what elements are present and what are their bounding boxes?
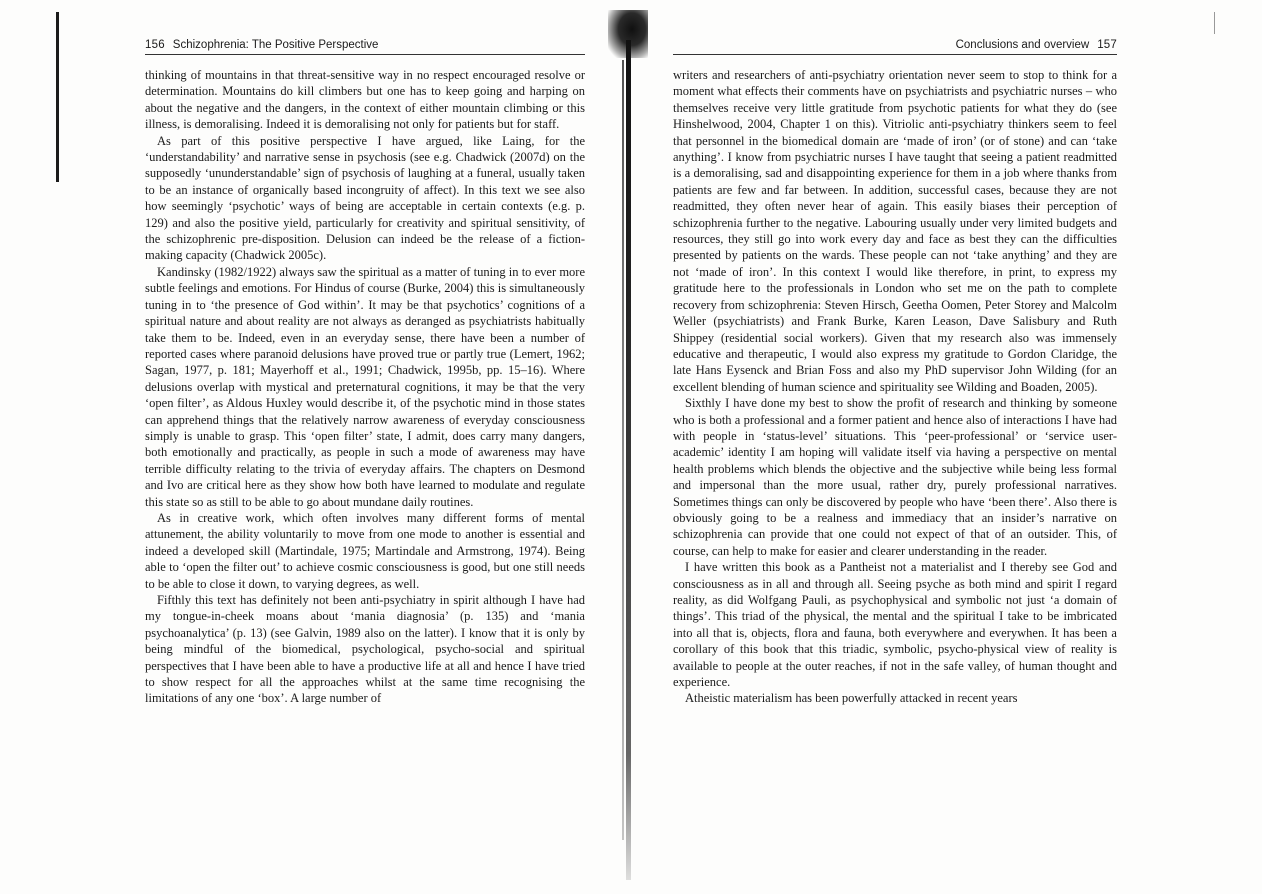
page-body <box>145 67 585 707</box>
paragraph: I have written this book as a Pantheist not a materialist and I thereby see God and consciousness as in all and through all. Seeing psyche as both mind and spirit I regard reality, as did Wolfgang Pauli, as psychophysical and symbolic not just ‘a domain of things’. This triad of the physical, the mental and the spiritual I take to be imbricated into all that is, objects, flora and fauna, both everywhere and everywhen. It has been a corollary of this book that this triadic, symbolic, psycho-physical view of reality is available to people at the outer reaches, if not in the safe valley, of human thought and experience. <box>673 560 1117 690</box>
paragraph: writers and researchers of anti-psychiatry orientation never seem to stop to think for a moment what effects their comments have on psychiatrists and psychiatric nurses – who themselves receive very little gratitude from psychotic patients for what they do (see Hinshelwood, 2004, Chapter 1 on this). Vitriolic anti-psychiatry thinkers seem to feel that personnel in the biomedical domain are ‘made of iron’ (or of stone) and can ‘take anything’. I know from psychiatric nurses I have taught that seeing a patient readmitted is a demoralising, sad and disappointing experience for them in a job where thanks from patients are few and far between. In addition, successful cases, because they are not readmitted, they often never hear of again. This easily biases their perception of schizophrenia further to the negative. Labouring usually under very limited budgets and resources, they still go into work every day and face as best they can the difficulties presented by patients on the wards. These people can not ‘take anything’ and they are not ‘made of iron’. In this context I would like therefore, in print, to express my gratitude here to the professionals in London who set me on the path to complete recovery from schizophrenia: Steven Hirsch, Geetha Oomen, Peter Storey and Malcolm Weller (psychiatrists) and Frank Burke, Karen Leason, Dave Salisbury and Ruth Shippey (residential social workers). Given that my research also was immensely educative and therapeutic, I would also express my gratitude to Gordon Claridge, the late Hans Eysenck and Brian Foss and also my PhD supervisor John Wilding (for an excellent blending of human science and spirituality see Wilding and Boaden, 2005). <box>673 68 1117 394</box>
right-page <box>673 36 1117 707</box>
running-head-right <box>673 36 1117 55</box>
paragraph: As part of this positive perspective I have argued, like Laing, for the ‘understandability’ and narrative sense in psychosis (see e.g. Chadwick (2007d) on the supposedly ‘ununderstandable’ sign of psychosis of laughing at a funeral, usually taken to be an instance of organically based incongruity of affect). In this text we see also how seemingly ‘psychotic’ ways of being are acceptable in certain contexts (e.g. p. 129) and also the positive yield, particularly for creativity and spiritual sensitivity, of the schizophrenic pre-disposition. Delusion can indeed be the release of a fiction-making capacity (Chadwick 2005c). <box>145 133 585 263</box>
left-page <box>145 36 585 707</box>
paragraph: Sixthly I have done my best to show the profit of research and thinking by someone who is both a professional and a former patient and hence also of interactions I have had with people in ‘status-level’ situations. This ‘peer-professional’ or ‘service user-academic’ identity I am hoping will validate itself via having a perspective on mental health problems which blends the objective and the subjective while being less formal and impersonal than the more usual, rather dry, purely professional narratives. Sometimes things can only be discovered by people who have ‘been there’. Also there is obviously going to be a realness and immediacy that an insider’s narrative on schizophrenia can provide that one could not expect of that of an outsider. This, of course, can help to make for easier and clearer understanding in the reader. <box>673 396 1117 558</box>
paragraph: thinking of mountains in that threat-sensitive way in no respect encouraged resolve or determination. Mountains do kill climbers but one has to keep going and harping on about the negative and the dangers, in the context of either mountain climbing or this illness, is demoralising. Indeed it is demoralising not only for patients but for staff. <box>145 68 585 132</box>
running-head-left <box>145 36 585 55</box>
running-head-title: Conclusions and overview <box>955 39 1090 51</box>
page-number: 157 <box>1097 39 1117 51</box>
book-gutter <box>604 0 644 894</box>
scan-edge-mark-right <box>1214 12 1215 34</box>
paragraph: Fifthly this text has definitely not been anti-psychiatry in spirit although I have had my tongue-in-cheek moans about ‘mania diagnosia’ (p. 135) and ‘mania psychoanalytica’ (p. 13) (see Galvin, 1989 also on the latter). I know that it is only by being mindful of the biomedical, psychological, psycho-social and spiritual perspectives that I have been able to have a productive life at all and hence I have tried to show respect for all the approaches whilst at the same time recognising the limitations of any one ‘box’. A large number of <box>145 593 585 706</box>
running-head-title: Schizophrenia: The Positive Perspective <box>172 39 379 51</box>
gutter-line <box>626 40 631 880</box>
scan-edge-mark <box>56 12 59 182</box>
paragraph: Kandinsky (1982/1922) always saw the spiritual as a matter of tuning in to ever more subtle feelings and emotions. For Hindus of course (Burke, 2004) this is simultaneously tuning in to ‘the presence of God within’. It may be that psychotics’ cognitions of a spiritual nature and about reality are not always as deranged as psychiatrists habitually take them to be. Indeed, even in an everyday sense, there have been a number of reported cases where paranoid delusions have proved true or partly true (Lemert, 1962; Sagan, 1977, p. 181; Mayerhoff et al., 1991; Chadwick, 1995b, pp. 15–16). Where delusions overlap with mystical and preternatural cognitions, it may be that the very ‘open filter’, as Aldous Huxley would describe it, of the psychotic mind in those states can apprehend things that the relatively narrow awareness of everyday consciousness simply is unable to grasp. This ‘open filter’ state, I admit, does carry many dangers, both emotionally and practically, as people in such a mode of awareness may have terrible difficulty relating to the trivia of everyday affairs. The chapters on Desmond and Ivo are critical here as they show how both have learned to modulate and regulate this state so as still to be able to go about mundane daily routines. <box>145 264 585 509</box>
page-number: 156 <box>145 39 165 51</box>
page-body <box>673 67 1117 707</box>
paragraph: Atheistic materialism has been powerfully attacked in recent years <box>685 691 1018 706</box>
paragraph: As in creative work, which often involves many different forms of mental attunement, the ability voluntarily to move from one mode to another is essential and indeed a developed skill (Martindale, 1975; Martindale and Armstrong, 1974). Being able to ‘open the filter out’ to achieve cosmic consciousness is good, but one still needs to be able to close it down, to varying degrees, as well. <box>145 510 585 591</box>
gutter-line-secondary <box>622 60 624 840</box>
